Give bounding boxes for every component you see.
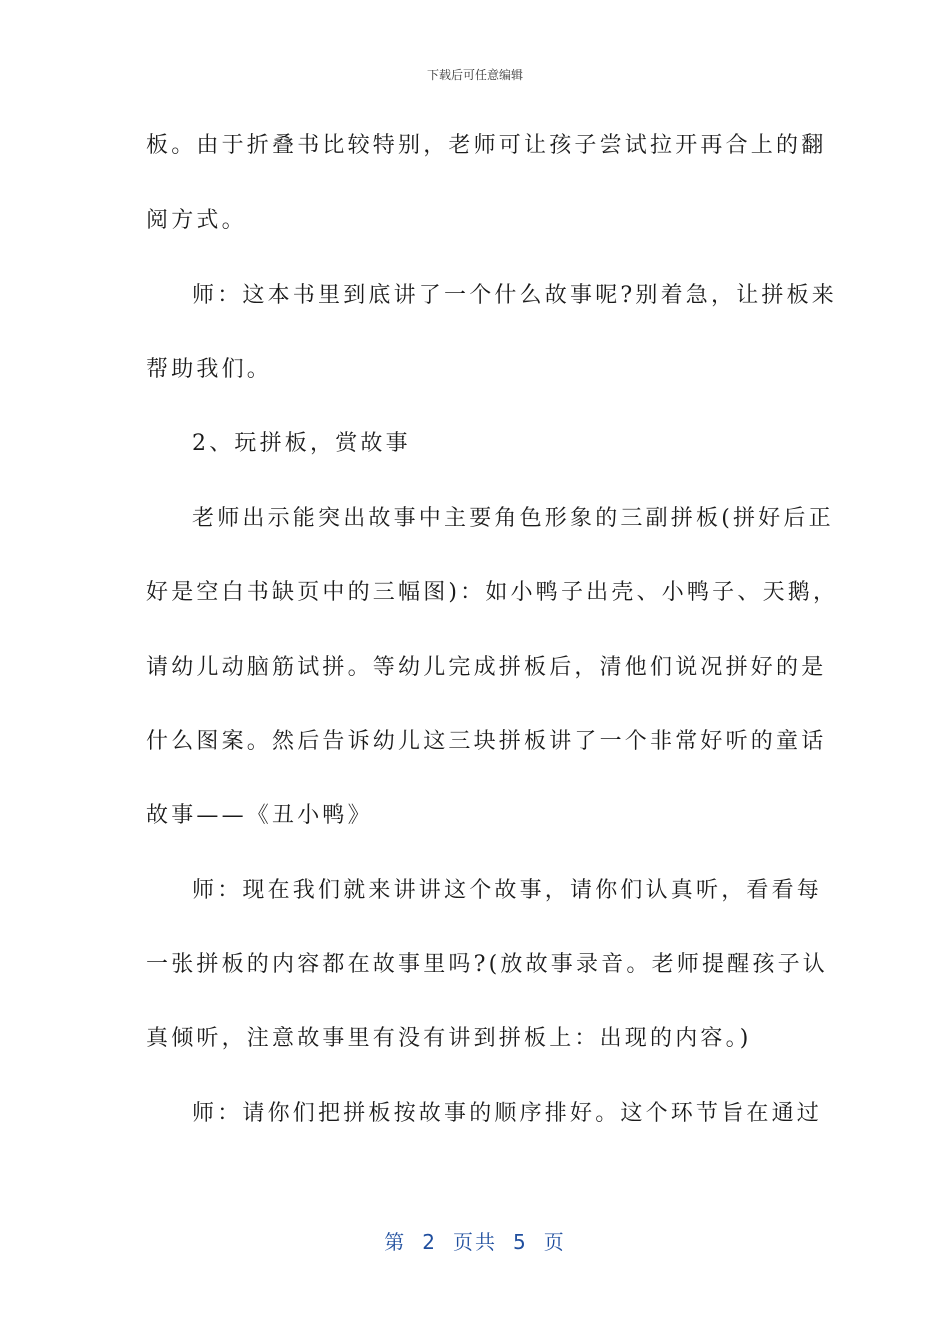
text-line: 阅方式。 bbox=[146, 208, 247, 233]
text-line: 好是空白书缺页中的三幅图)：如小鸭子出壳、小鸭子、天鹅， bbox=[146, 580, 839, 605]
page-footer bbox=[0, 1226, 950, 1255]
text-line: 老师出示能突出故事中主要角色形象的三副拼板(拼好后正 bbox=[192, 506, 834, 531]
footer-prefix: 第 bbox=[384, 1230, 407, 1254]
text-line: 师：请你们把拼板按故事的顺序排好。这个环节旨在通过 bbox=[192, 1101, 823, 1126]
text-line: 师：现在我们就来讲讲这个故事，请你们认真听，看看每 bbox=[192, 878, 823, 903]
text-line: 一张拼板的内容都在故事里吗?(放故事录音。老师提醒孩子认 bbox=[146, 952, 828, 977]
text-line: 请幼儿动脑筋试拼。等幼儿完成拼板后，清他们说况拼好的是 bbox=[146, 655, 827, 680]
text-line: 什么图案。然后告诉幼儿这三块拼板讲了一个非常好听的童话 bbox=[146, 729, 827, 754]
footer-page-number: 2 bbox=[422, 1230, 437, 1254]
footer-middle: 页共 bbox=[453, 1230, 497, 1254]
text-line: 真倾听，注意故事里有没有讲到拼板上：出现的内容。) bbox=[146, 1026, 752, 1051]
footer-suffix: 页 bbox=[543, 1230, 566, 1254]
text-line: 故事——《丑小鸭》 bbox=[146, 803, 373, 828]
text-line: 师：这本书里到底讲了一个什么故事呢?别着急，让拼板来 bbox=[192, 283, 837, 308]
text-line: 板。由于折叠书比较特别，老师可让孩子尝试拉开再合上的翻 bbox=[146, 133, 827, 158]
text-line: 帮助我们。 bbox=[146, 357, 273, 382]
footer-total-pages: 5 bbox=[513, 1230, 528, 1254]
page-header: 下载后可任意编辑 bbox=[426, 68, 523, 82]
section-heading: 2、玩拼板，赏故事 bbox=[192, 431, 411, 456]
